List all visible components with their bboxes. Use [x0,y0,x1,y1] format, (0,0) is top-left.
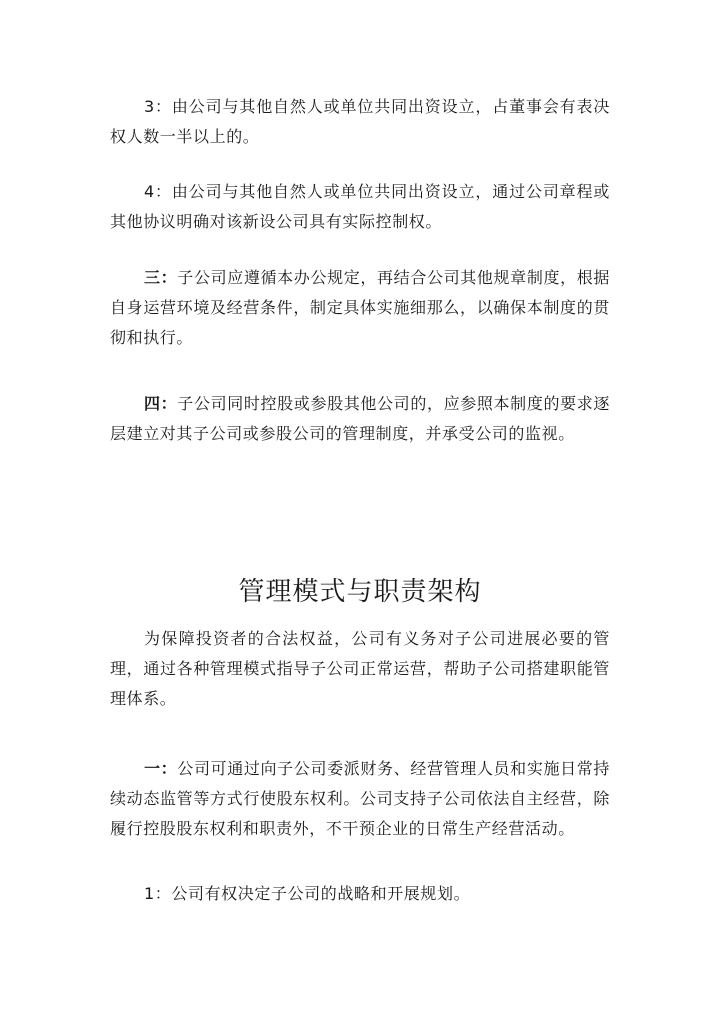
paragraph-item-3 [110,92,610,152]
paragraph-clause-4 [110,389,610,449]
paragraph-clause-3 [110,263,610,353]
paragraph-item-4 [110,177,610,237]
paragraph-text: 3：由公司与其他自然人或单位共同出资设立，占董事会有表决权人数一半以上的。 [110,97,610,146]
paragraph-text: 子公司同时控股或参股其他公司的，应参照本制度的要求逐层建立对其子公司或参股公司的管理制度，并承受公司的监视。 [110,394,610,443]
paragraph-text: 1：公司有权决定子公司的战略和开展规划。 [144,884,471,903]
paragraph-clause-1 [110,754,610,844]
section-title: 管理模式与职责架构 [238,577,482,607]
section-intro-paragraph [110,624,610,714]
paragraph-text: 子公司应遵循本办公规定，再结合公司其他规章制度，根据自身运营环境及经营条件，制定具体实施细那么，以确保本制度的贯彻和执行。 [110,268,610,347]
clause-marker: 一： [144,759,178,778]
clause-marker: 四： [144,394,178,413]
paragraph-text: 4：由公司与其他自然人或单位共同出资设立，通过公司章程或其他协议明确对该新设公司具有实际控制权。 [110,182,610,231]
paragraph-text: 公司可通过向子公司委派财务、经营管理人员和实施日常持续动态监管等方式行使股东权利。公司支持子公司依法自主经营，除履行控股股东权利和职责外，不干预企业的日常生产经营活动。 [110,759,610,838]
clause-marker: 三： [144,268,178,287]
paragraph-item-1 [110,879,610,909]
paragraph-text: 为保障投资者的合法权益，公司有义务对子公司进展必要的管理，通过各种管理模式指导子公司正常运营，帮助子公司搭建职能管理体系。 [110,629,610,708]
